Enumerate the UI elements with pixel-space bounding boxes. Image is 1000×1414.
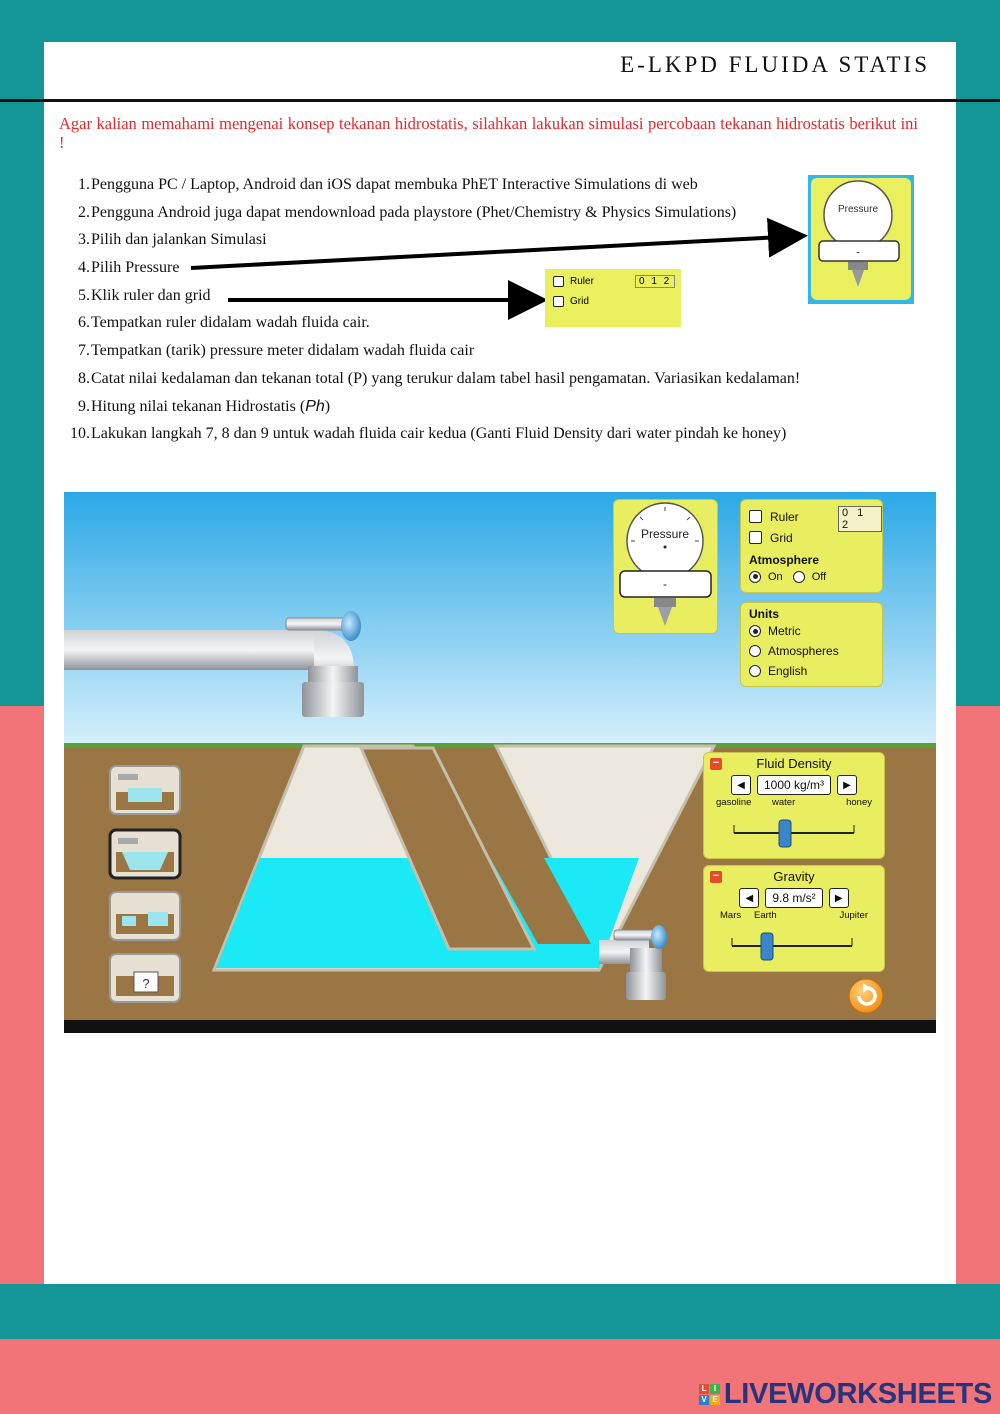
liveworksheets-logo <box>699 1378 992 1411</box>
atmosphere-title: Atmosphere <box>749 553 820 567</box>
logo-text: LIVEWORKSHEETS <box>723 1378 992 1410</box>
gauge-probe-icon <box>658 607 672 626</box>
atmosphere-on-label: On <box>768 570 783 583</box>
list-item: 10. Lakukan langkah 7, 8 dan 9 untuk wadah fluida cair kedua (Ganti Fluid Density dari water pindah ke honey) <box>70 425 787 443</box>
list-item: 1. Pengguna PC / Laptop, Android dan iOS dapat membuka PhET Interactive Simulations di web <box>78 176 698 193</box>
thumb-grid-label: Grid <box>570 296 589 307</box>
scene-selector-3[interactable] <box>110 892 180 940</box>
fluid-density-value: 1000 kg/m³ <box>757 775 831 795</box>
thumb-ruler-scale: 0 1 2 <box>635 275 675 288</box>
background-band-teal-bottom <box>0 1284 1000 1339</box>
gravity-value: 9.8 m/s² <box>765 888 822 908</box>
units-metric-label: Metric <box>768 624 801 638</box>
thumb-ruler-label: Ruler <box>570 276 594 287</box>
gravity-label-earth: Earth <box>754 910 777 921</box>
pressure-gauge-tool[interactable] <box>613 499 718 634</box>
ruler-scale-icon: 0 1 2 <box>838 506 882 532</box>
options-panel <box>740 499 883 593</box>
grid-label: Grid <box>770 530 793 545</box>
gauge-readout: - <box>663 577 667 591</box>
atmosphere-off-radio[interactable] <box>793 571 805 583</box>
fluid-density-increase-button[interactable]: ▶ <box>837 775 857 795</box>
list-item: 3. Pilih dan jalankan Simulasi <box>78 231 267 249</box>
phet-simulation-screenshot <box>64 492 936 1033</box>
scene-selector-mystery[interactable] <box>110 954 180 1002</box>
gauge-label: Pressure <box>640 527 690 541</box>
fluid-density-panel <box>703 752 885 859</box>
page-title: E-LKPD FLUIDA STATIS <box>620 52 930 77</box>
logo-icon: L I V E <box>699 1384 720 1405</box>
fluid-density-thumb[interactable] <box>779 820 791 847</box>
fluid-label-gasoline: gasoline <box>716 797 752 808</box>
fluid-label-water: water <box>772 797 796 808</box>
gravity-thumb[interactable] <box>761 933 773 960</box>
units-atmospheres-radio[interactable] <box>749 641 882 661</box>
units-atmospheres-label: Atmospheres <box>768 644 839 658</box>
gravity-increase-button[interactable]: ▶ <box>829 888 849 908</box>
atmosphere-off-label: Off <box>811 570 827 583</box>
pressure-gauge-thumbnail <box>808 175 914 304</box>
top-faucet-knob-icon <box>341 611 361 641</box>
ruler-grid-thumbnail <box>545 269 681 327</box>
fluid-label-honey: honey <box>846 797 872 808</box>
gravity-panel <box>703 865 885 972</box>
list-item: 5. Klik ruler dan grid <box>78 286 211 304</box>
fluid-density-decrease-button[interactable]: ◀ <box>731 775 751 795</box>
reset-button[interactable] <box>849 979 883 1013</box>
units-title: Units <box>749 607 779 621</box>
list-item: 6. Tempatkan ruler didalam wadah fluida cair. <box>78 314 370 332</box>
arrow-to-pressure <box>191 236 800 268</box>
gravity-label-mars: Mars <box>720 910 742 921</box>
fluid-density-title: Fluid Density <box>756 756 832 771</box>
scene-selector-2[interactable] <box>110 830 180 878</box>
list-item: 2. Pengguna Android juga dapat mendownload pada playstore (Phet/Chemistry & Physics Simulations) <box>78 203 737 221</box>
svg-text:-: - <box>856 247 860 258</box>
intro-text: Agar kalian memahami mengenai konsep tekanan hidrostatis, silahkan lakukan simulasi percobaan tekanan hidrostatis berikut ini ! <box>59 114 918 152</box>
ruler-label: Ruler <box>770 509 799 524</box>
list-item: 4. Pilih Pressure <box>78 259 180 277</box>
bottom-faucet-knob-icon <box>651 925 667 949</box>
mystery-scene-label: ? <box>142 976 150 991</box>
units-english-radio[interactable] <box>749 661 882 681</box>
scene-selector-1[interactable] <box>110 766 180 814</box>
gravity-decrease-button[interactable]: ◀ <box>739 888 759 908</box>
gravity-label-jupiter: Jupiter <box>839 910 868 921</box>
collapse-fluid-density-button[interactable]: − <box>710 758 722 770</box>
units-metric-radio[interactable] <box>749 621 882 641</box>
fluid-density-slider[interactable] <box>704 817 884 851</box>
gravity-title: Gravity <box>773 869 815 884</box>
thumb-gauge-label: Pressure <box>837 204 879 215</box>
list-item: 8. Catat nilai kedalaman dan tekanan total (P) yang terukur dalam tabel hasil pengamatan. Variasikan kedalaman! <box>78 369 801 387</box>
units-panel <box>740 602 883 687</box>
units-english-label: English <box>768 664 808 678</box>
gravity-slider[interactable] <box>704 930 884 964</box>
atmosphere-on-radio[interactable] <box>749 571 761 583</box>
collapse-gravity-button[interactable]: − <box>710 871 722 883</box>
list-item: 9. Hitung nilai tekanan Hidrostatis ( Ph ) <box>78 397 331 415</box>
list-item: 7. Tempatkan (tarik) pressure meter didalam wadah fluida cair <box>78 342 475 360</box>
